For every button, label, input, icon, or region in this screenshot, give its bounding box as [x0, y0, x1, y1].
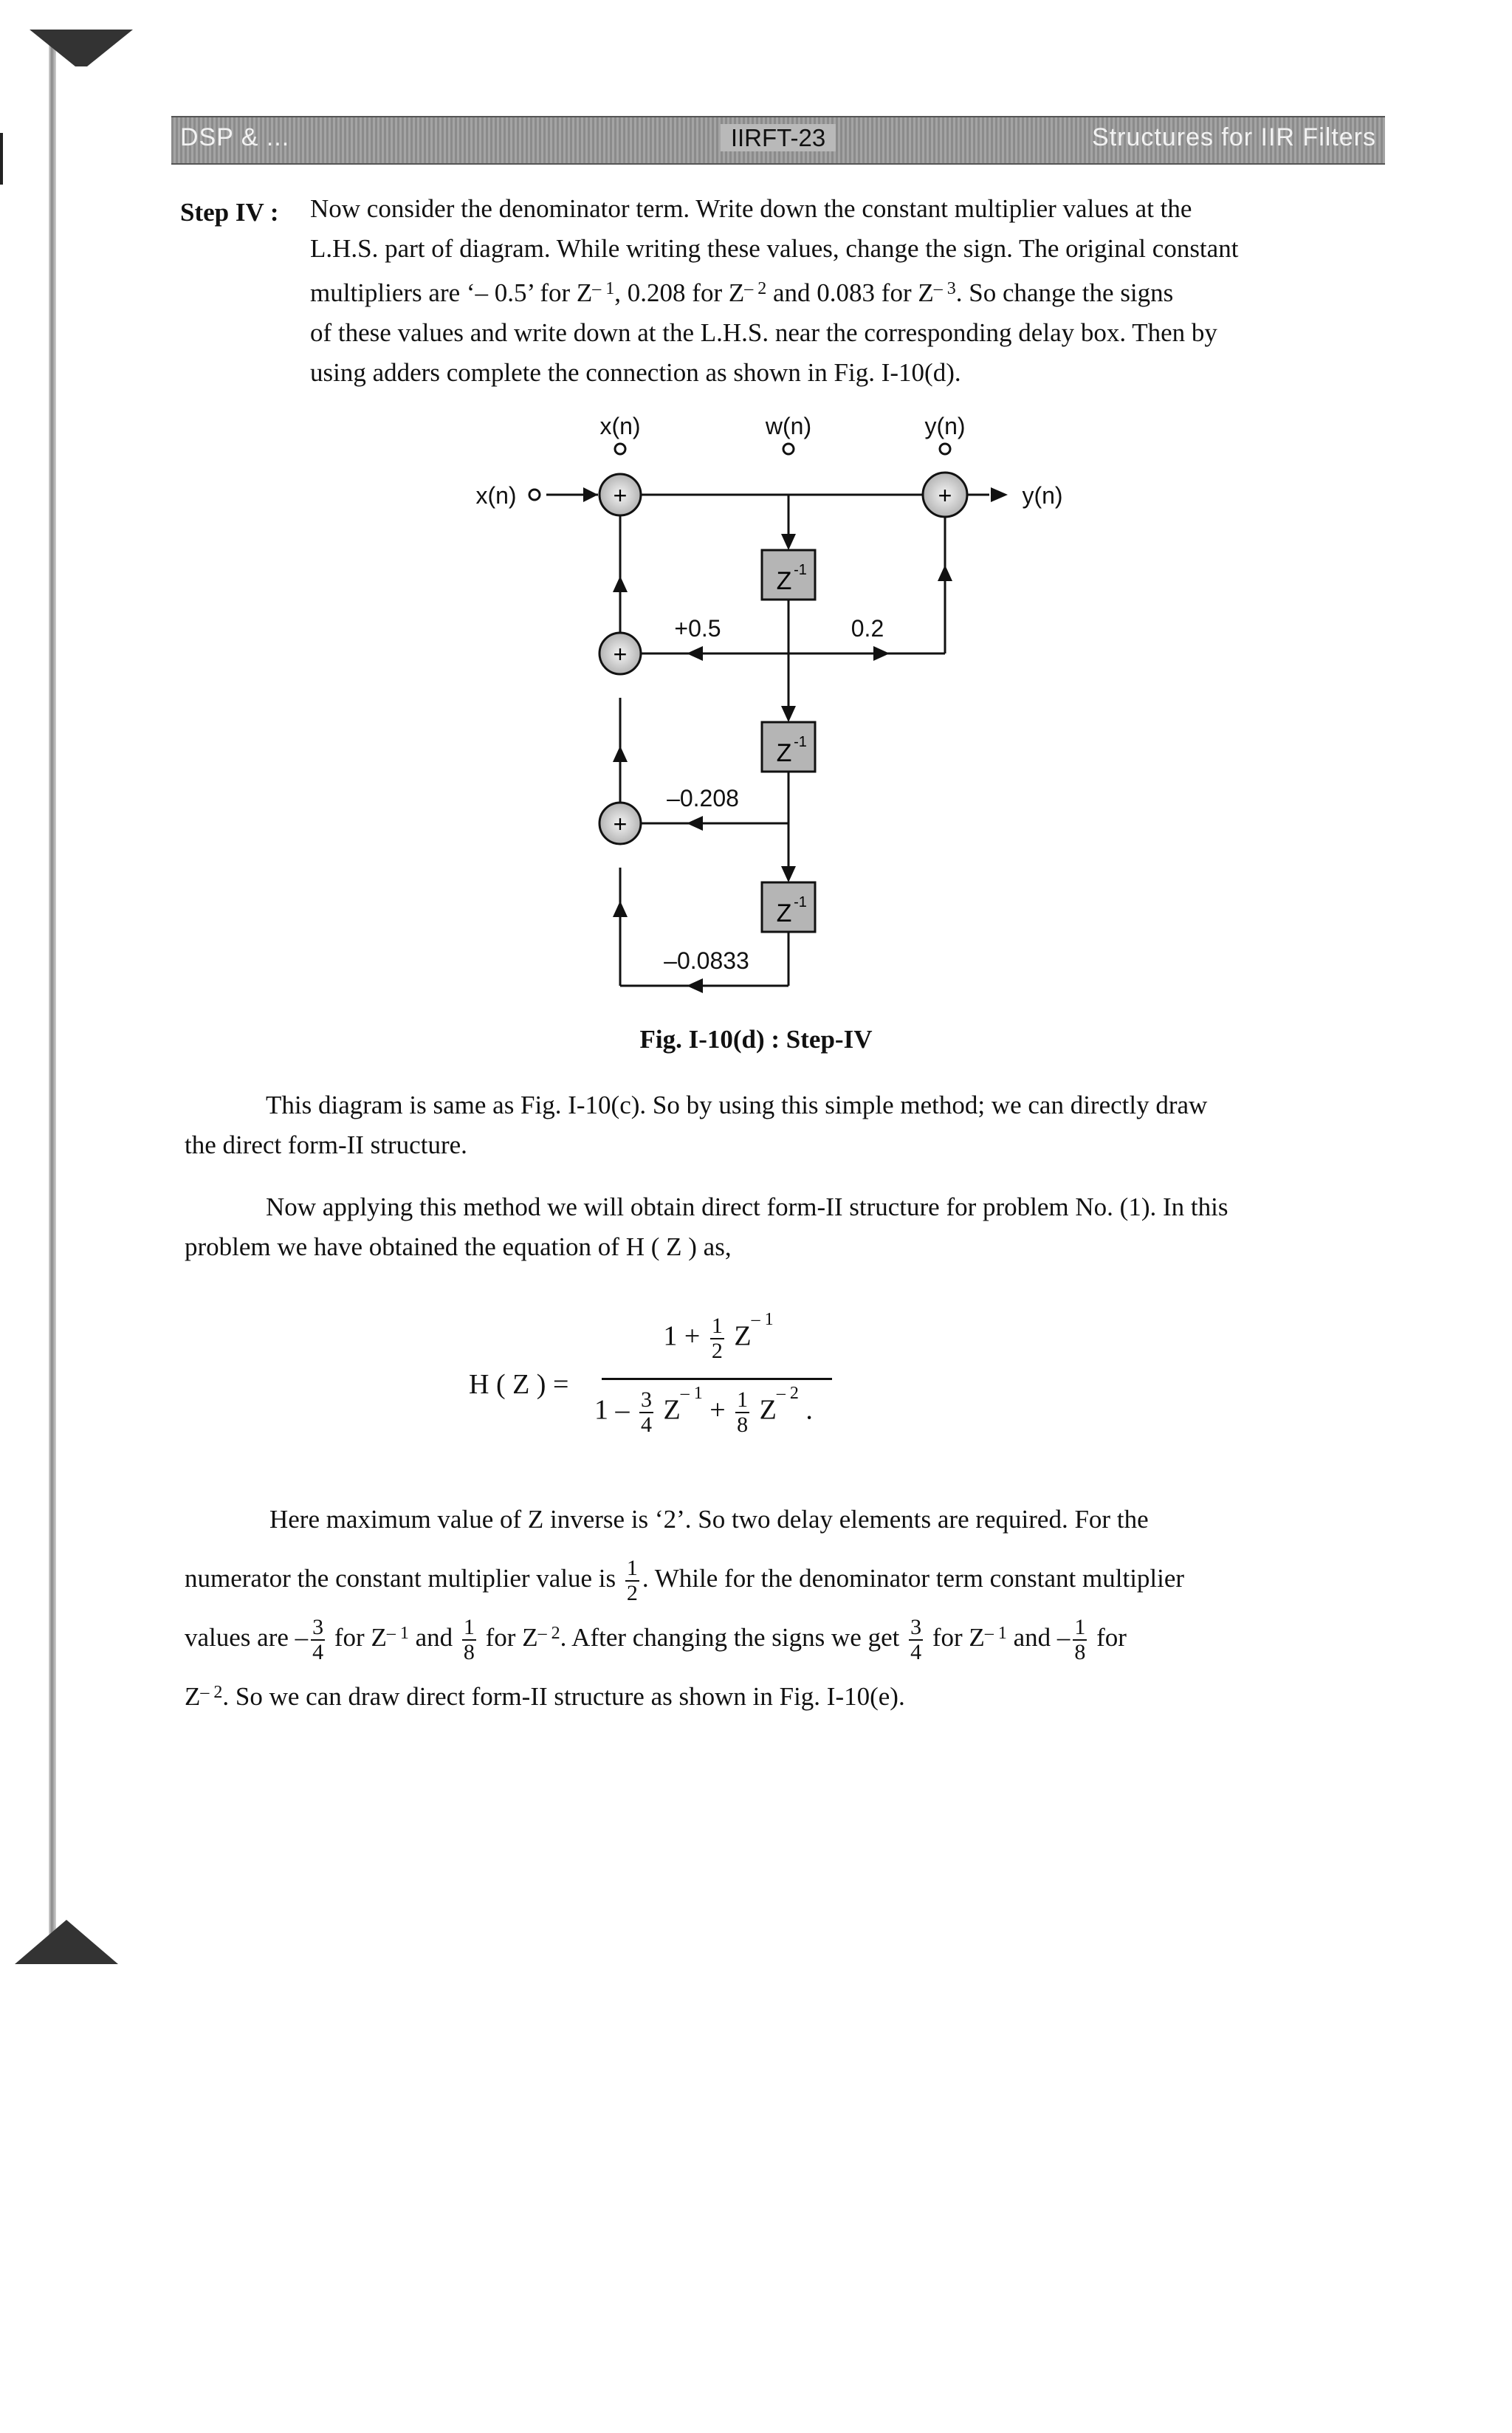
- node-label-x: x(n): [599, 413, 641, 439]
- para3-line-1: Here maximum value of Z inverse is ‘2’. So two delay elements are required. For the: [269, 1505, 1149, 1534]
- svg-text:+: +: [613, 641, 628, 668]
- binding-bottom-ornament: [15, 1920, 118, 1964]
- header-left-text: DSP & ...: [180, 123, 290, 151]
- para2-line-2: problem we have obtained the equation of H ( Z ) as,: [185, 1232, 732, 1261]
- coef-minus-0-0833: –0.0833: [664, 947, 749, 974]
- step4-paragraph: [310, 189, 1367, 393]
- svg-text:Z: Z: [776, 899, 792, 927]
- svg-text:+: +: [613, 811, 628, 837]
- para1-line-1: This diagram is same as Fig. I-10(c). So by using this simple method; we can directly draw: [266, 1091, 1208, 1119]
- adder-top: [599, 474, 641, 515]
- adder-bottom: [599, 803, 641, 844]
- svg-text:Z: Z: [776, 739, 792, 767]
- svg-text:+: +: [613, 482, 628, 509]
- svg-text:-1: -1: [794, 734, 807, 750]
- delay-box-1: [762, 550, 815, 600]
- step4-line-1: Now consider the denominator term. Write down the constant multiplier values at the: [310, 194, 1192, 223]
- step4-line-5: using adders complete the connection as shown in Fig. I-10(d).: [310, 358, 961, 387]
- book-binding: [49, 30, 56, 1957]
- page-edge-mark: [0, 133, 3, 185]
- para3-line-2: numerator the constant multiplier value is $\frac{1}{2}$ . While for the denominator term constant multiplier: [185, 1555, 1185, 1605]
- para3-line-3: values are – $\frac{3}{4}$ for $Z^{- 1}$ and $\frac{1}{8}$ for $Z^{- 2}$. After changing the signs we get $\frac{3}{4}$ for $Z^{- 1}$ and – $\frac{1}{8}$ for: [185, 1614, 1127, 1664]
- output-label: y(n): [1022, 482, 1063, 509]
- node-label-w: w(n): [765, 413, 812, 439]
- svg-text:-1: -1: [794, 894, 807, 910]
- svg-text:-1: -1: [794, 562, 807, 578]
- direct-form-ii-diagram: [443, 399, 1093, 1012]
- para3-line-4: $Z^{- 2}$. So we can draw direct form-II structure as shown in Fig. I-10(e).: [185, 1682, 905, 1711]
- step4-line-2: L.H.S. part of diagram. While writing these values, change the sign. The original constant: [310, 234, 1239, 263]
- equation-lhs: H ( Z ) =: [469, 1369, 569, 1400]
- figure-caption: Fig. I-10(d) : Step-IV: [639, 1025, 873, 1054]
- binding-top-ornament: [30, 30, 133, 66]
- running-header: [171, 116, 1385, 165]
- para2-line-1: Now applying this method we will obtain direct form-II structure for problem No. (1). In this: [266, 1193, 1228, 1221]
- paragraph-2: [185, 1187, 1378, 1267]
- coef-minus-0-208: –0.208: [667, 785, 739, 811]
- equation-denominator: 1 – $\frac{3}{4}$ $Z^{- 1}$ + $\frac{1}{8}$ $Z^{- 2}$ .: [594, 1384, 813, 1437]
- paragraph-3: [185, 1490, 1386, 1726]
- delay-box-3: [762, 882, 815, 932]
- svg-text:+: +: [938, 482, 952, 509]
- header-right-text: Structures for IIR Filters: [1092, 123, 1376, 151]
- adder-output: [923, 473, 967, 517]
- input-label: x(n): [475, 482, 517, 509]
- equation-numerator: 1 + $\frac{1}{2}$ $Z^{- 1}$: [663, 1310, 774, 1363]
- adder-middle: [599, 633, 641, 674]
- step4-line-3: multipliers are ‘– 0.5’ for $Z^{- 1}$, 0.208 for $Z^{- 2}$ and 0.083 for $Z^{- 3}$. So change the signs: [310, 278, 1174, 307]
- svg-text:Z: Z: [776, 567, 792, 595]
- node-label-y: y(n): [924, 413, 966, 439]
- coef-0-2: 0.2: [850, 615, 884, 642]
- step4-line-4: of these values and write down at the L.H.S. near the corresponding delay box. Then by: [310, 318, 1217, 347]
- step-label: Step IV :: [180, 198, 279, 227]
- para1-line-2: the direct form-II structure.: [185, 1130, 467, 1159]
- paragraph-1: [185, 1085, 1378, 1165]
- delay-box-2: [762, 722, 815, 772]
- fraction-bar: [602, 1378, 832, 1380]
- coef-plus-0-5: +0.5: [674, 615, 721, 642]
- header-page-number: IIRFT-23: [721, 124, 836, 151]
